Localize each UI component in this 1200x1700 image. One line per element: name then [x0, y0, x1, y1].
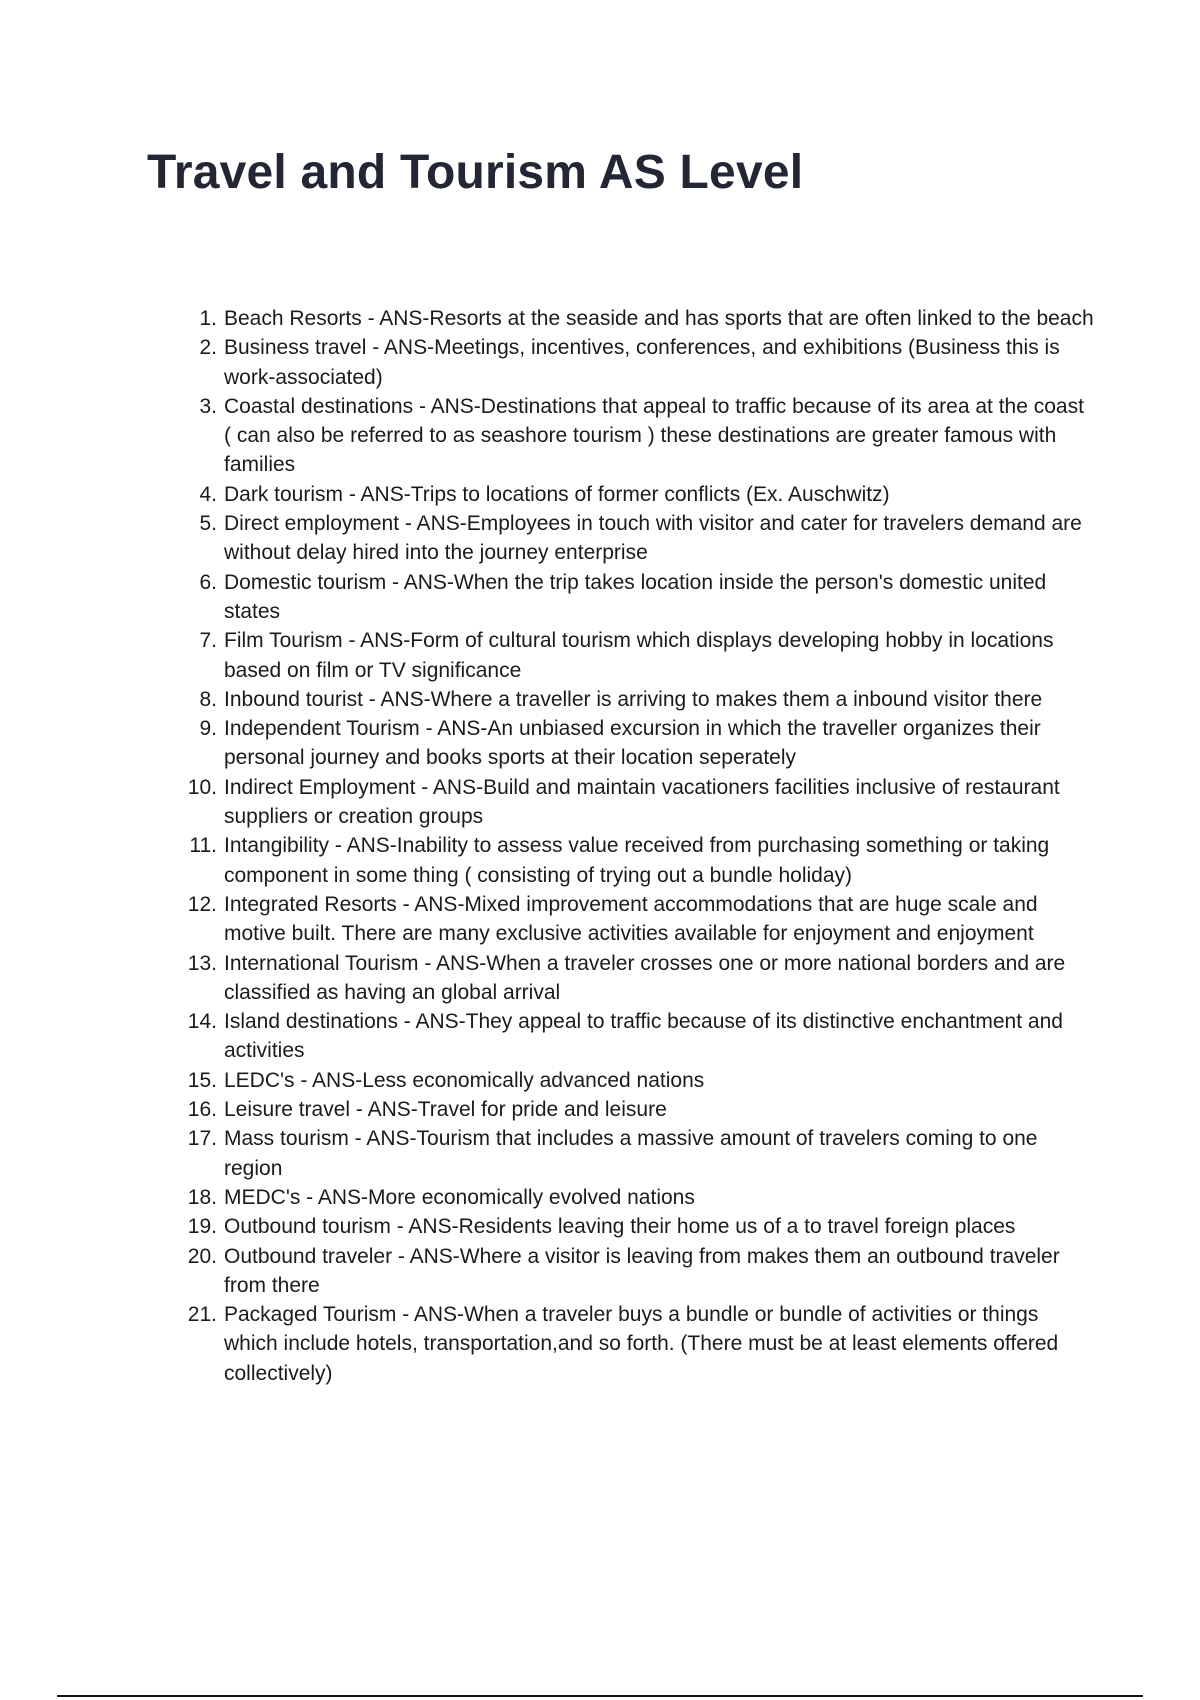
item-text: Outbound traveler - ANS-Where a visitor is leaving from makes them an outbound traveler from there: [224, 1244, 1060, 1297]
item-text: Packaged Tourism - ANS-When a traveler buys a bundle or bundle of activities or things which include hotels, transportation,and so forth. (There must be at least elements offered collectively): [224, 1303, 1059, 1385]
list-item: [175, 1007, 1095, 1066]
list-item: [175, 890, 1095, 949]
item-number: 18.: [187, 1185, 217, 1209]
item-number: 1.: [199, 307, 217, 330]
item-text: MEDC's - ANS-More economically evolved nations: [224, 1185, 695, 1209]
item-text: Direct employment - ANS-Employees in touch with visitor and cater for travelers demand are without delay hired into the journey enterprise: [224, 512, 1082, 565]
list-item: [175, 1212, 1095, 1241]
item-number: 13.: [187, 951, 217, 975]
list-item: [175, 1095, 1095, 1124]
list-item: [175, 304, 1095, 333]
item-number: 7.: [199, 629, 217, 653]
item-number: 17.: [187, 1127, 217, 1151]
item-text: Indirect Employment - ANS-Build and maintain vacationers facilities inclusive of restaurant suppliers or creation groups: [224, 775, 1060, 829]
item-number: 6.: [199, 570, 217, 594]
item-text: Film Tourism - ANS-Form of cultural tourism which displays developing hobby in locations based on film or TV significance: [224, 629, 1054, 682]
list-item: [175, 1124, 1095, 1183]
item-text: Island destinations - ANS-They appeal to traffic because of its distinctive enchantment and activities: [224, 1010, 1063, 1063]
item-number: 9.: [199, 717, 217, 741]
item-number: 4.: [199, 482, 217, 506]
list-item: [175, 568, 1095, 627]
list-item: [175, 773, 1095, 832]
item-text: Business travel - ANS-Meetings, incentives, conferences, and exhibitions (Business this is work-associated): [224, 336, 1060, 389]
item-text: Mass tourism - ANS-Tourism that includes a massive amount of travelers coming to one region: [224, 1127, 1038, 1180]
item-number: 11.: [189, 834, 217, 858]
item-number: 3.: [199, 394, 217, 418]
list-item: [175, 831, 1095, 890]
item-number: 15.: [187, 1068, 217, 1092]
list-item: [175, 1066, 1095, 1095]
item-text: Integrated Resorts - ANS-Mixed improvement accommodations that are huge scale and motive built. There are many exclusive activities available for enjoyment and enjoyment: [224, 892, 1038, 946]
list-item: [175, 509, 1095, 568]
page-title: Travel and Tourism AS Level: [147, 146, 804, 199]
list-item: [175, 685, 1095, 714]
item-number: 19.: [187, 1215, 217, 1239]
list-item: [175, 1300, 1095, 1388]
item-number: 21.: [187, 1303, 217, 1327]
item-text: Beach Resorts - ANS-Resorts at the seaside and has sports that are often linked to the beach: [224, 307, 1094, 330]
list-item: [175, 333, 1095, 392]
list-item: [175, 480, 1095, 509]
item-text: Domestic tourism - ANS-When the trip takes location inside the person's domestic united states: [224, 570, 1047, 623]
item-text: International Tourism - ANS-When a traveler crosses one or more national borders and are classified as having an global arrival: [224, 951, 1066, 1004]
list-item: [175, 714, 1095, 773]
item-number: 12.: [187, 892, 217, 916]
item-text: Leisure travel - ANS-Travel for pride and leisure: [224, 1098, 667, 1122]
footer-divider: [57, 1695, 1143, 1697]
item-text: Independent Tourism - ANS-An unbiased excursion in which the traveller organizes their personal journey and books sports at their location seperately: [224, 717, 1041, 770]
item-text: Inbound tourist - ANS-Where a traveller is arriving to makes them a inbound visitor there: [224, 687, 1043, 711]
list-item: [175, 949, 1095, 1008]
item-number: 8.: [199, 687, 217, 711]
list-item: [175, 1242, 1095, 1301]
term-list: [175, 304, 1095, 1388]
item-number: 14.: [187, 1010, 217, 1034]
item-text: Outbound tourism - ANS-Residents leaving their home us of a to travel foreign places: [224, 1215, 1016, 1239]
item-number: 5.: [199, 512, 217, 536]
item-text: Intangibility - ANS-Inability to assess value received from purchasing something or taking component in some thing ( consisting of trying out a bundle holiday): [224, 834, 1050, 887]
list-item: [175, 1183, 1095, 1212]
item-number: 16.: [187, 1098, 217, 1122]
item-number: 10.: [187, 775, 217, 799]
list-item: [175, 392, 1095, 480]
item-text: LEDC's - ANS-Less economically advanced nations: [224, 1068, 705, 1092]
list-item: [175, 626, 1095, 685]
item-text: Dark tourism - ANS-Trips to locations of former conflicts (Ex. Auschwitz): [224, 482, 890, 506]
item-number: 2.: [199, 336, 217, 360]
item-text: Coastal destinations - ANS-Destinations that appeal to traffic because of its area at the coast ( can also be referred to as seashore tourism ) these destinations are greater famous with families: [224, 394, 1084, 477]
item-number: 20.: [187, 1244, 217, 1268]
